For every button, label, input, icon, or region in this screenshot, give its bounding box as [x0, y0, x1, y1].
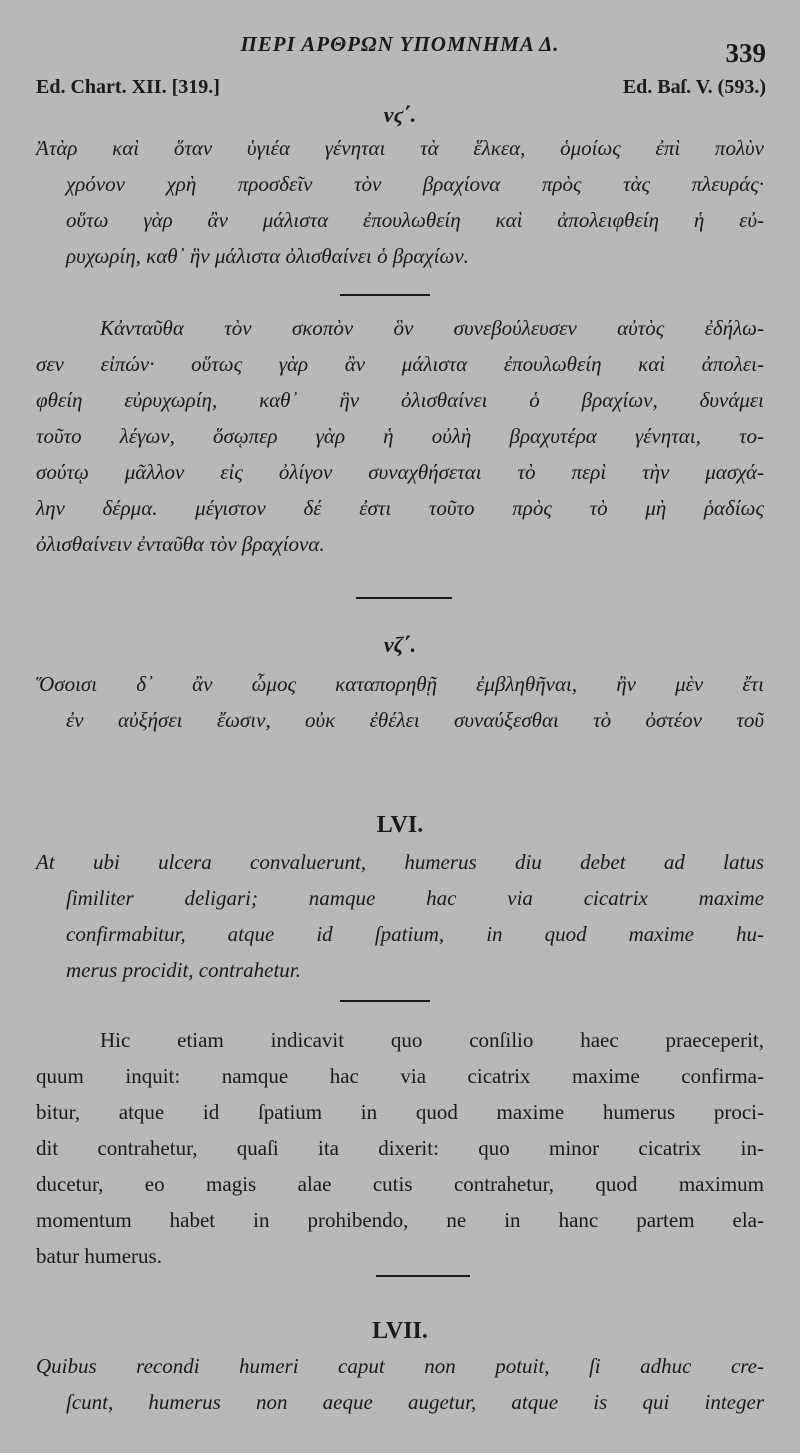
text-line: bitur, atque id ſpatium in quod maxime humerus proci- — [36, 1100, 764, 1124]
text-line: At ubi ulcera convaluerunt, humerus diu debet ad latus — [36, 850, 764, 874]
greek-section-number-56: νϛ΄. — [383, 102, 417, 127]
text-line: σούτῳ μᾶλλον εἰς ὀλίγον συναχθήσεται τὸ περὶ τὴν μασχά- — [36, 460, 764, 484]
text-line: φθείη εὐρυχωρίη, καθ᾽ ἣν ὀλισθαίνει ὁ βραχίων, δυνάμει — [36, 388, 764, 412]
text-line: ſcunt, humerus non aeque augetur, atque is qui integer — [66, 1390, 764, 1414]
text-line: confirmabitur, atque id ſpatium, in quod maxime hu- — [66, 922, 764, 946]
latin-lemma-57 — [36, 1348, 764, 1420]
divider-rule — [340, 1000, 430, 1002]
running-title: ΠΕΡΙ ΑΡΘΡΩΝ ΥΠΟΜΝΗΜΑ Δ. — [240, 32, 560, 56]
text-line: λην δέρμα. μέγιστον δέ ἐστι τοῦτο πρὸς τὸ μὴ ῥαδίως — [36, 496, 764, 520]
text-line: ὀλισθαίνειν ἐνταῦθα τὸν βραχίονα. — [36, 532, 325, 556]
text-line: merus procidit, contrahetur. — [66, 958, 301, 982]
divider-rule — [376, 1275, 470, 1277]
text-line: ducetur, eo magis alae cutis contrahetur, quod maximum — [36, 1172, 764, 1196]
text-line: οὕτω γὰρ ἂν μάλιστα ἐπουλωθείη καὶ ἀπολειφθείη ἡ εὐ- — [66, 208, 764, 232]
edition-reference-left: Ed. Chart. XII. [319.] — [36, 76, 220, 98]
text-line: Ὅσοισι δ᾽ ἂν ὦμος καταπορηθῇ ἐμβληθῆναι, ἢν μὲν ἔτι — [36, 672, 764, 696]
text-line: σεν εἰπών· οὕτως γὰρ ἂν μάλιστα ἐπουλωθείη καὶ ἀπολει- — [36, 352, 764, 376]
text-line: dit contrahetur, quaſi ita dixerit: quo minor cicatrix in- — [36, 1136, 764, 1160]
divider-rule — [340, 294, 430, 296]
greek-commentary-56 — [36, 310, 764, 562]
text-line: Hic etiam indicavit quo conſilio haec praeceperit, — [100, 1028, 764, 1052]
page-number: 339 — [725, 38, 766, 68]
greek-section-number-57: νζ΄. — [383, 632, 417, 657]
text-line: batur humerus. — [36, 1244, 162, 1268]
divider-rule — [356, 597, 452, 599]
text-line: Quibus recondi humeri caput non potuit, ſi adhuc cre- — [36, 1354, 764, 1378]
text-line: χρόνον χρὴ προσδεῖν τὸν βραχίονα πρὸς τὰς πλευράς· — [66, 172, 764, 196]
edition-reference-right: Ed. Baſ. V. (593.) — [622, 76, 766, 98]
latin-lemma-56 — [36, 844, 764, 988]
latin-section-number-56: LVI. — [376, 812, 424, 838]
text-line: ρυχωρίη, καθ᾽ ἣν μάλιστα ὀλισθαίνει ὁ βραχίων. — [66, 244, 469, 268]
text-line: momentum habet in prohibendo, ne in hanc partem ela- — [36, 1208, 764, 1232]
latin-commentary-56 — [36, 1022, 764, 1274]
greek-lemma-56 — [36, 130, 764, 274]
text-line: ſimiliter deligari; namque hac via cicatrix maxime — [66, 886, 764, 910]
text-line: Ἀτὰρ καὶ ὅταν ὑγιέα γένηται τὰ ἕλκεα, ὁμοίως ἐπὶ πολὺν — [36, 136, 764, 160]
text-line: Κἀνταῦθα τὸν σκοπὸν ὃν συνεβούλευσεν αὐτὸς ἐδήλω- — [100, 316, 764, 340]
text-line: ἐν αὐξήσει ἔωσιν, οὐκ ἐθέλει συναύξεσθαι τὸ ὀστέον τοῦ — [66, 708, 764, 732]
latin-section-number-57: LVII. — [372, 1318, 428, 1344]
text-line: τοῦτο λέγων, ὅσῳπερ γὰρ ἡ οὐλὴ βραχυτέρα γένηται, το- — [36, 424, 764, 448]
greek-lemma-57 — [36, 666, 764, 738]
text-line: quum inquit: namque hac via cicatrix maxime confirma- — [36, 1064, 764, 1088]
